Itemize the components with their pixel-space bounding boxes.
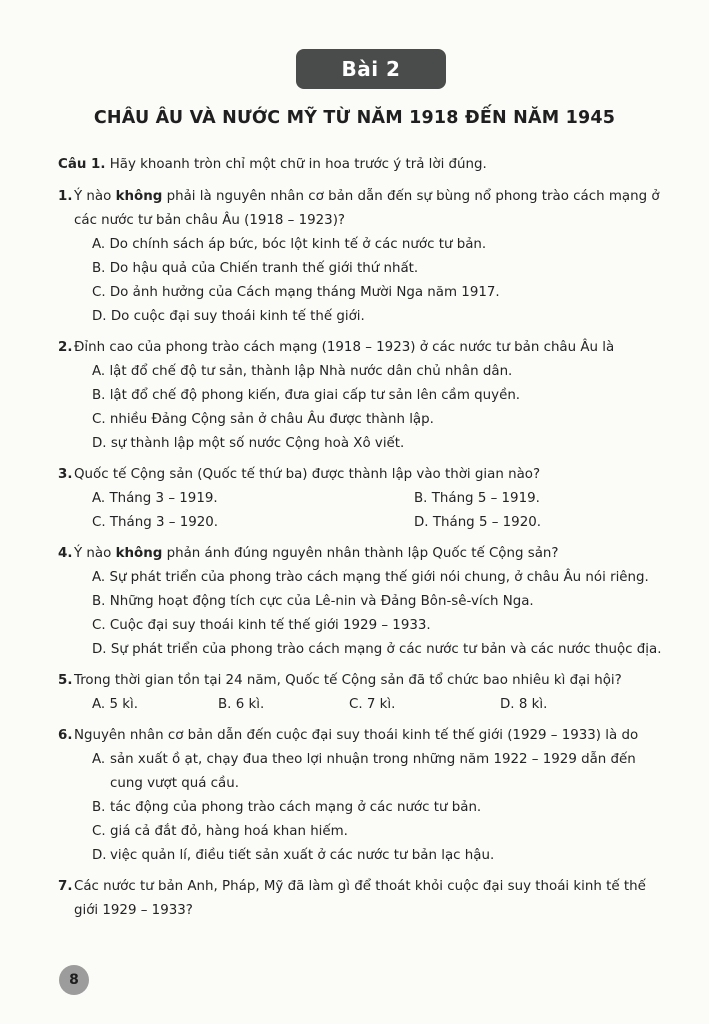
answer-option-c[interactable]: C. 7 kì. xyxy=(349,697,396,712)
option-letter: A. xyxy=(92,752,106,767)
question-stem xyxy=(58,875,670,923)
worksheet-content xyxy=(58,153,670,930)
question-stem xyxy=(58,336,670,360)
question-text: phản ánh đúng nguyên nhân thành lập Quốc tế Cộng sản? xyxy=(162,546,559,561)
question-number: 7. xyxy=(58,879,73,894)
answer-option-a[interactable]: A. 5 kì. xyxy=(92,697,138,712)
question-6 xyxy=(58,724,670,868)
option-letter: C. xyxy=(92,824,106,839)
answer-option-c[interactable] xyxy=(92,820,670,844)
question-stem xyxy=(58,542,670,566)
question-text: Ý nào xyxy=(74,546,116,561)
option-text: sản xuất ồ ạt, chạy đua theo lợi nhuận trong những năm 1922 – 1929 dẫn đến cung vượt quá cầu. xyxy=(110,752,636,791)
exercise-instruction xyxy=(58,153,670,177)
answer-option-c[interactable]: C. Do ảnh hưởng của Cách mạng tháng Mười Nga năm 1917. xyxy=(92,285,500,300)
answer-option-b[interactable]: B. 6 kì. xyxy=(218,697,265,712)
answer-option-b[interactable]: B. Tháng 5 – 1919. xyxy=(414,491,540,506)
question-text: Các nước tư bản Anh, Pháp, Mỹ đã làm gì để thoát khỏi cuộc đại suy thoái kinh tế thế giới 1929 – 1933? xyxy=(74,879,646,918)
question-text: Ý nào xyxy=(74,189,116,204)
question-number: 3. xyxy=(58,467,73,482)
question-emphasis: không xyxy=(115,189,163,204)
question-number: 5. xyxy=(58,673,73,688)
question-3 xyxy=(58,463,670,535)
answer-options xyxy=(58,360,670,456)
answer-option-b[interactable]: B. Do hậu quả của Chiến tranh thế giới thứ nhất. xyxy=(92,261,419,276)
answer-options xyxy=(58,487,670,535)
answer-options xyxy=(58,748,670,868)
question-2 xyxy=(58,336,670,456)
answer-option-c[interactable]: C. Tháng 3 – 1920. xyxy=(92,515,219,530)
answer-option-b[interactable]: B. lật đổ chế độ phong kiến, đưa giai cấp tư sản lên cầm quyền. xyxy=(92,388,521,403)
answer-options xyxy=(58,233,670,329)
exercise-instruction-text: Hãy khoanh tròn chỉ một chữ in hoa trước ý trả lời đúng. xyxy=(105,157,487,172)
answer-option-d[interactable]: D. Sự phát triển của phong trào cách mạng ở các nước tư bản và các nước thuộc địa. xyxy=(92,642,662,657)
question-stem xyxy=(58,463,670,487)
answer-option-a[interactable]: A. Tháng 3 – 1919. xyxy=(92,491,218,506)
answer-option-b[interactable]: B. Những hoạt động tích cực của Lê-nin và Đảng Bôn-sê-vích Nga. xyxy=(92,594,534,609)
question-number: 6. xyxy=(58,728,73,743)
answer-option-d[interactable]: D. 8 kì. xyxy=(500,697,548,712)
answer-option-c[interactable]: C. nhiều Đảng Cộng sản ở châu Âu được thành lập. xyxy=(92,412,434,427)
question-text: phải là nguyên nhân cơ bản dẫn đến sự bùng nổ phong trào cách mạng ở các nước tư bản châu Âu (1918 – 1923)? xyxy=(74,189,660,228)
question-5 xyxy=(58,669,670,717)
answer-option-c[interactable]: C. Cuộc đại suy thoái kinh tế thế giới 1929 – 1933. xyxy=(92,618,431,633)
answer-option-a[interactable]: A. lật đổ chế độ tư sản, thành lập Nhà nước dân chủ nhân dân. xyxy=(92,364,513,379)
option-text: giá cả đắt đỏ, hàng hoá khan hiếm. xyxy=(110,824,348,839)
question-number: 1. xyxy=(58,189,73,204)
answer-option-d[interactable] xyxy=(92,844,670,868)
question-text: Trong thời gian tồn tại 24 năm, Quốc tế Cộng sản đã tổ chức bao nhiêu kì đại hội? xyxy=(74,673,622,688)
answer-option-a[interactable]: A. Do chính sách áp bức, bóc lột kinh tế ở các nước tư bản. xyxy=(92,237,487,252)
answer-options xyxy=(58,566,670,662)
option-letter: D. xyxy=(92,848,107,863)
answer-option-d[interactable]: D. Tháng 5 – 1920. xyxy=(414,515,542,530)
answer-option-d[interactable]: D. sự thành lập một số nước Cộng hoà Xô viết. xyxy=(92,436,405,451)
question-1 xyxy=(58,185,670,329)
answer-option-d[interactable]: D. Do cuộc đại suy thoái kinh tế thế giới. xyxy=(92,309,365,324)
question-text: Quốc tế Cộng sản (Quốc tế thứ ba) được thành lập vào thời gian nào? xyxy=(74,467,541,482)
lesson-badge: Bài 2 xyxy=(296,49,446,89)
question-4 xyxy=(58,542,670,662)
question-emphasis: không xyxy=(115,546,163,561)
answer-options xyxy=(58,693,670,717)
question-number: 4. xyxy=(58,546,73,561)
option-letter: B. xyxy=(92,800,106,815)
question-stem xyxy=(58,185,670,233)
question-number: 2. xyxy=(58,340,73,355)
answer-option-a[interactable]: A. Sự phát triển của phong trào cách mạng thế giới nói chung, ở châu Âu nói riêng. xyxy=(92,570,649,585)
question-text: Đỉnh cao của phong trào cách mạng (1918 – 1923) ở các nước tư bản châu Âu là xyxy=(74,340,615,355)
question-stem xyxy=(58,724,670,748)
lesson-title: CHÂU ÂU VÀ NƯỚC MỸ TỪ NĂM 1918 ĐẾN NĂM 1945 xyxy=(93,108,616,128)
page-number: 8 xyxy=(59,965,89,995)
option-text: việc quản lí, điều tiết sản xuất ở các nước tư bản lạc hậu. xyxy=(110,848,495,863)
option-text: tác động của phong trào cách mạng ở các nước tư bản. xyxy=(110,800,482,815)
answer-option-a[interactable] xyxy=(92,748,670,796)
exercise-label: Câu 1. xyxy=(58,157,106,172)
question-text: Nguyên nhân cơ bản dẫn đến cuộc đại suy thoái kinh tế thế giới (1929 – 1933) là do xyxy=(74,728,639,743)
question-7 xyxy=(58,875,670,923)
answer-option-b[interactable] xyxy=(92,796,670,820)
question-stem xyxy=(58,669,670,693)
